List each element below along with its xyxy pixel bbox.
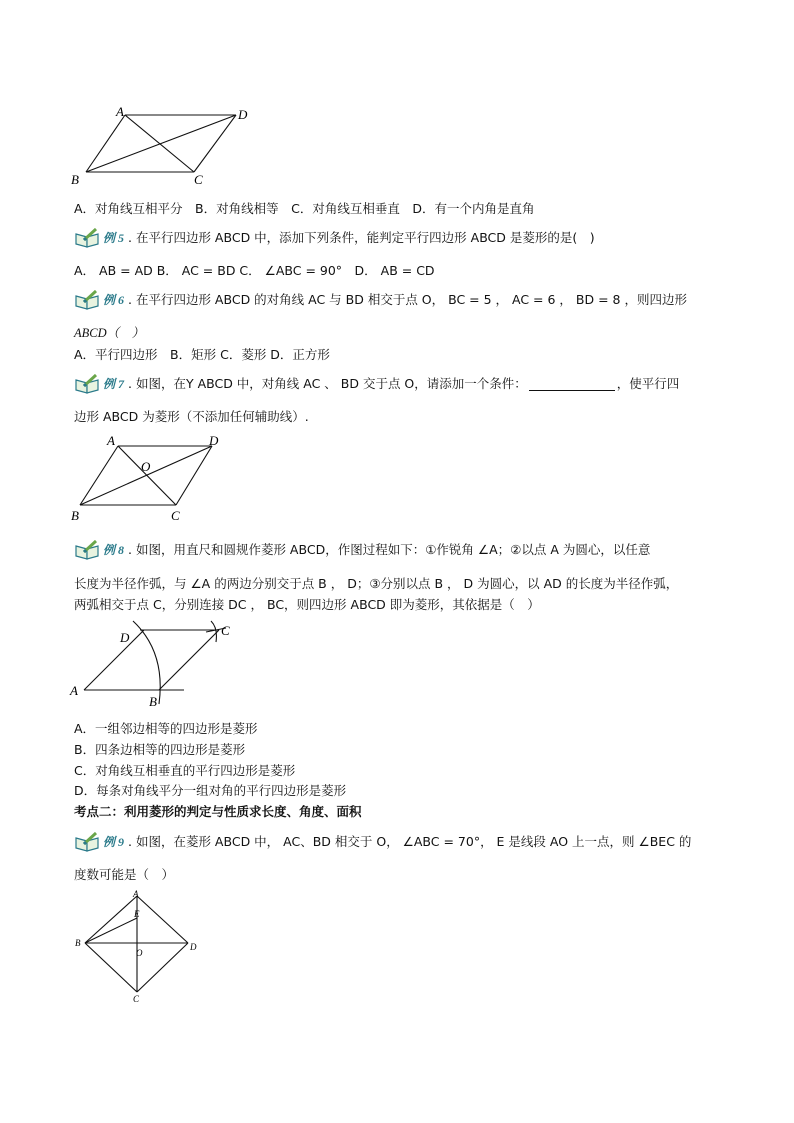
ex8-badge-label: 例 8 [103, 543, 125, 557]
section2-title: 考点二：利用菱形的判定与性质求长度、角度、面积 [74, 804, 362, 819]
ex7-stem-b: ，使平行四 [616, 376, 680, 391]
diagonal-bd [80, 446, 212, 505]
ex8-stem-3: 两弧相交于点 C，分别连接 DC ， BC，则四边形 ABCD 即为菱形，其依据是（ ） [74, 597, 540, 612]
ex6-badge-label: 例 6 [103, 293, 125, 307]
ex5-badge [74, 228, 124, 248]
segment-ad [84, 630, 144, 690]
segment-bc [159, 630, 219, 690]
label-b: B [149, 694, 157, 709]
figure-ex7-parallelogram [66, 430, 236, 525]
arc-bd [133, 621, 160, 704]
book-pencil-icon [74, 832, 102, 852]
label-b: B [71, 172, 79, 187]
ex5-stem-line [74, 228, 595, 248]
segment-ad [137, 896, 188, 943]
book-pencil-icon [74, 540, 102, 560]
segment-ab [85, 896, 137, 943]
label-a: A [116, 104, 124, 119]
segment-ab [86, 115, 125, 172]
book-pencil-icon [74, 228, 102, 248]
ex7-badge-label: 例 7 [103, 377, 125, 391]
ex9-stem-line [74, 832, 691, 852]
label-b: B [75, 938, 81, 948]
ex6-stem-line [74, 290, 687, 310]
label-o: O [141, 459, 151, 474]
ex8-stem-line [74, 540, 650, 560]
segment-dc [137, 943, 188, 992]
label-b: B [71, 508, 79, 523]
ex7-stem-line [74, 374, 679, 394]
label-d: D [209, 433, 219, 448]
ex7-badge [74, 374, 124, 394]
ex6-options: A．平行四边形 B．矩形 C．菱形 D．正方形 [74, 347, 330, 362]
ex9-stem-2: 度数可能是（ ） [74, 867, 175, 882]
figure-ex9-rhombus [70, 890, 205, 1005]
label-a: A [133, 890, 139, 899]
label-o: O [136, 948, 143, 958]
label-c: C [194, 172, 203, 187]
ex8-badge [74, 540, 124, 560]
label-e: E [134, 909, 140, 919]
figure-parallelogram-top [66, 100, 266, 192]
ex7-stem-a: . 如图，在Y ABCD 中，对角线 AC 、 BD 交于点 O，请添加一个条件： [128, 376, 527, 391]
ex8-stem: . 如图，用直尺和圆规作菱形 ABCD，作图过程如下：①作锐角 ∠A；②以点 A 为圆心，以任意 [128, 542, 651, 557]
arc-c-1 [211, 621, 216, 642]
label-d: D [238, 107, 248, 122]
label-c: C [171, 508, 180, 523]
book-pencil-icon [74, 374, 102, 394]
ex8-option-b: B．四条边相等的四边形是菱形 [74, 742, 246, 757]
ex9-badge [74, 832, 124, 852]
segment-bc [85, 943, 137, 992]
label-a: A [70, 683, 78, 698]
figure-ex8-construction [66, 618, 246, 714]
ex8-option-d: D．每条对角线平分一组对角的平行四边形是菱形 [74, 783, 347, 798]
ex7-answer-blank[interactable] [529, 378, 615, 391]
segment-be [85, 918, 137, 943]
ex5-stem: . 在平行四边形 ABCD 中，添加下列条件，能判定平行四边形 ABCD 是菱形的是( ) [128, 230, 595, 245]
ex9-badge-label: 例 9 [103, 835, 125, 849]
book-pencil-icon [74, 290, 102, 310]
ex6-stem: . 在平行四边形 ABCD 的对角线 AC 与 BD 相交于点 O， BC = 5 ， AC = 6 ， BD = 8 ，则四边形 [128, 292, 687, 307]
ex7-stem-2: 边形 ABCD 为菱形（不添加任何辅助线）. [74, 409, 309, 424]
ex8-stem-2: 长度为半径作弧，与 ∠A 的两边分别交于点 B ， D；③分别以点 B ， D 为圆心，以 AD 的长度为半径作弧， [74, 576, 679, 591]
ex8-option-a: A．一组邻边相等的四边形是菱形 [74, 721, 258, 736]
label-c: C [133, 994, 140, 1004]
ex9-stem: . 如图，在菱形 ABCD 中， AC、BD 相交于 O， ∠ABC = 70°， E 是线段 AO 上一点，则 ∠BEC 的 [128, 834, 692, 849]
label-a: A [107, 433, 115, 448]
segment-dc [176, 446, 212, 505]
ex5-options: A． AB = AD B． AC = BD C． ∠ABC = 90° D． AB = CD [74, 263, 435, 278]
ex8-option-c: C．对角线互相垂直的平行四边形是菱形 [74, 763, 296, 778]
label-d: D [190, 942, 197, 952]
ex5-badge-label: 例 5 [103, 231, 125, 245]
q4-options: A．对角线互相平分 B．对角线相等 C．对角线互相垂直 D．有一个内角是直角 [74, 201, 535, 216]
label-c: C [221, 623, 230, 638]
label-d: D [120, 630, 130, 645]
ex6-stem-2: ABCD（ ） [74, 326, 145, 340]
diagonal-bd [86, 115, 236, 172]
ex6-badge [74, 290, 124, 310]
